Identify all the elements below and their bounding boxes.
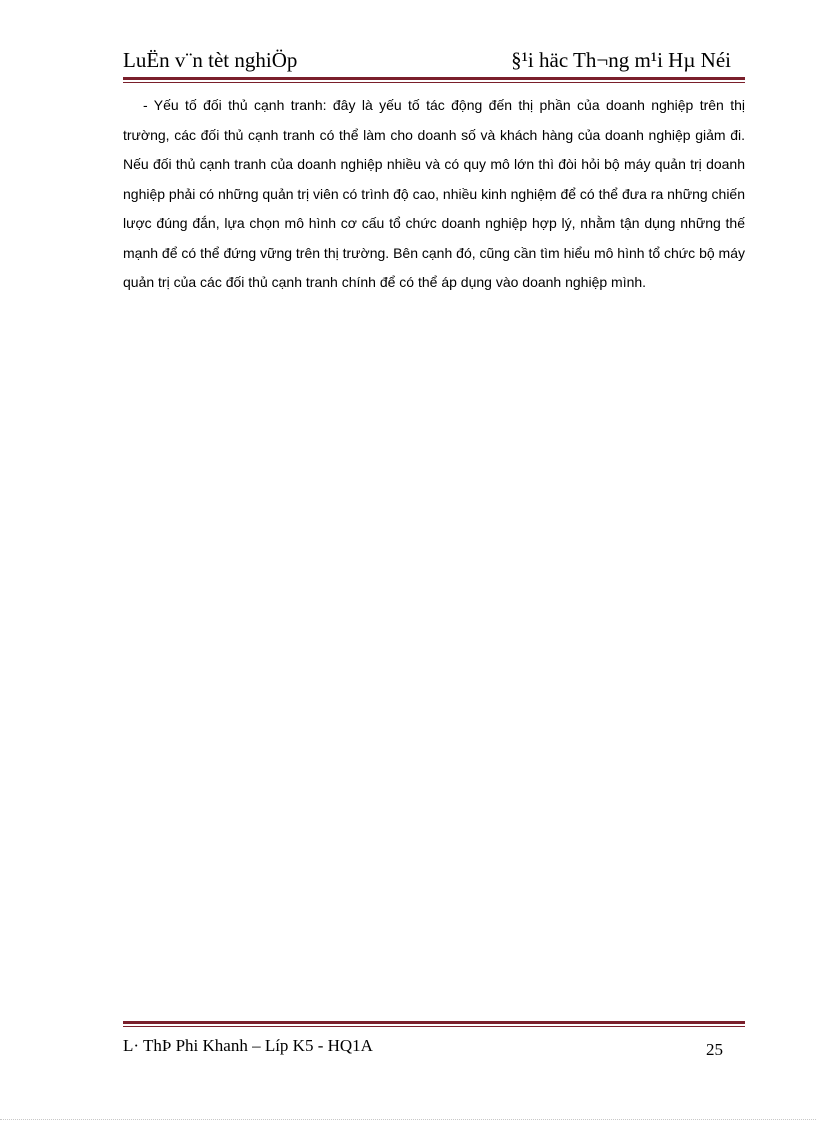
header-university: §¹i häc Th¬ng m¹i Hµ Néi: [511, 48, 731, 72]
body-paragraph: - Yếu tố đối thủ cạnh tranh: đây là yếu tố tác động đến thị phần của doanh nghiệp trên thị trường, các đối thủ cạnh tranh có thể làm cho doanh số và khách hàng của doanh nghiệp giảm đi. Nếu đối thủ cạnh tranh của doanh nghiệp nhiều và có quy mô lớn thì đòi hỏi bộ máy quản trị doanh nghiệp phải có những quản trị viên có trình độ cao, nhiều kinh nghiệm để có thể đưa ra những chiến lược đúng đắn, lựa chọn mô hình cơ cấu tổ chức doanh nghiệp hợp lý, nhằm tận dụng những thế mạnh để có thể đứng vững trên thị trường. Bên cạnh đó, cũng cần tìm hiểu mô hình tổ chức bộ máy quản trị của các đối thủ cạnh tranh chính để có thể áp dụng vào doanh nghiệp mình.: [123, 97, 745, 290]
header-divider: [123, 77, 745, 84]
page-footer: [123, 1036, 745, 1062]
page-bottom-edge: [0, 1119, 816, 1120]
page-header: [123, 48, 745, 78]
header-thesis-title: LuËn v¨n tèt nghiÖp: [123, 48, 298, 72]
footer-author: L· ThÞ Phi Khanh – Líp K5 - HQ1A: [123, 1036, 373, 1055]
page-number: 25: [706, 1040, 723, 1059]
footer-divider: [123, 1021, 745, 1028]
